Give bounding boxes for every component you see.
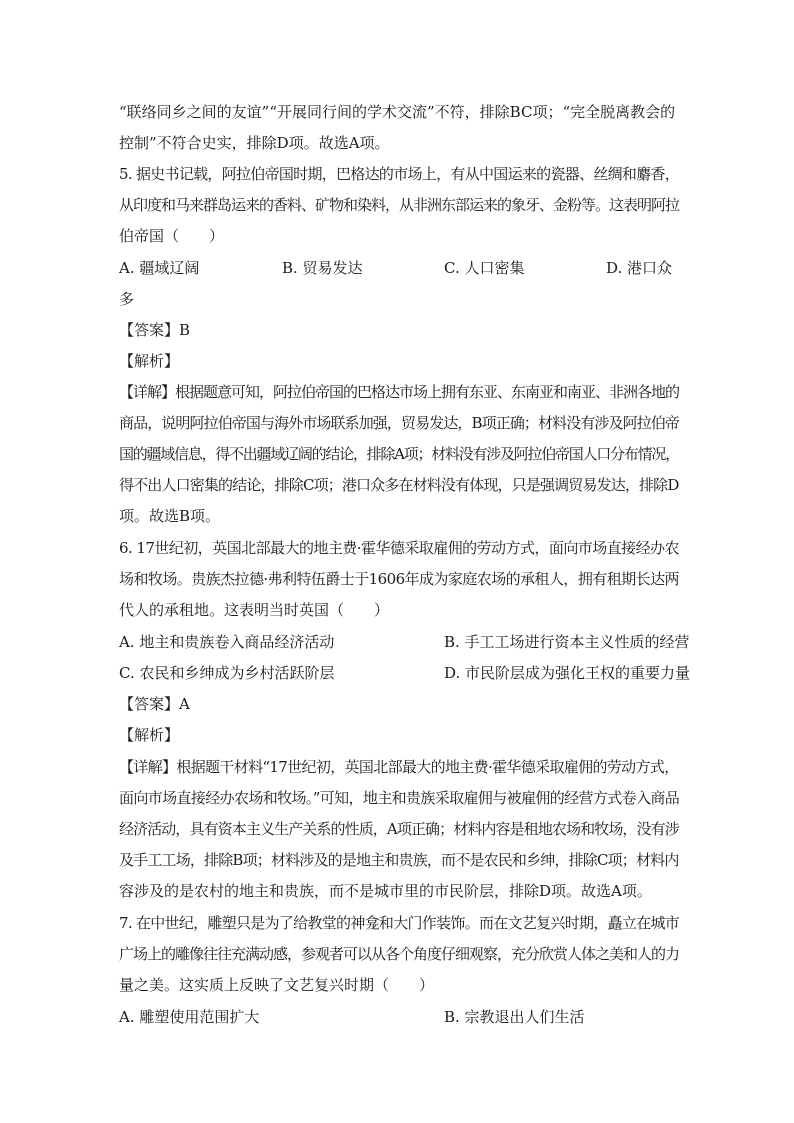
question-6-stem: 6. 17世纪初，英国北部最大的地主费·霍华德采取雇佣的劳动方式，面向市场直接经办农 [119, 539, 679, 557]
question-7-stem: 7. 在中世纪，雕塑只是为了给教堂的神龛和大门作装饰。而在文艺复兴时期，矗立在城市 [119, 914, 680, 932]
analysis-label: 【解析】 [119, 352, 180, 370]
explanation-line: 得不出人口密集的结论，排除C项；港口众多在材料没有体现，只是强调贸易发达，排除D [119, 476, 679, 494]
question-5-stem: 5. 据史书记载，阿拉伯帝国时期，巴格达的市场上，有从中国运来的瓷器、丝绸和麝香， [119, 165, 680, 183]
option-d: D. 市民阶层成为强化王权的重要力量 [444, 664, 691, 682]
answer-label: 【答案】B [119, 321, 191, 339]
explanation-line: 【详解】根据题意可知，阿拉伯帝国的巴格达市场上拥有东亚、东南亚和南亚、非洲各地的 [119, 383, 680, 401]
option-c: C. 农民和乡绅成为乡村活跃阶层 [119, 664, 335, 682]
text-line: 控制”不符合史实，排除D项。故选A项。 [119, 134, 390, 152]
explanation-line: 【详解】根据题干材料“17世纪初，英国北部最大的地主费·霍华德采取雇佣的劳动方式， [119, 758, 679, 776]
analysis-label: 【解析】 [119, 726, 180, 744]
explanation-line: 面向市场直接经办农场和牧场。”可知，地主和贵族采取雇佣与被雇佣的经营方式卷入商品 [119, 789, 680, 807]
question-7-stem: 量之美。这实质上反映了文艺复兴时期（ ） [119, 976, 435, 994]
answer-label: 【答案】A [119, 695, 190, 713]
option-a: A. 疆域辽阔 [119, 259, 200, 277]
explanation-line: 容涉及的是农村的地主和贵族，而不是城市里的市民阶层，排除D项。故选A项。 [119, 882, 652, 900]
question-6-stem: 代人的承租地。这表明当时英国（ ） [119, 601, 390, 619]
option-d: D. 港口众 [606, 259, 673, 277]
explanation-line: 项。故选B项。 [119, 507, 221, 525]
option-a: A. 地主和贵族卷入商品经济活动 [119, 633, 335, 651]
question-6-stem: 场和牧场。贵族杰拉德·弗利特伍爵士于1606年成为家庭农场的承租人，拥有租期长达两 [119, 570, 679, 588]
question-5-stem: 伯帝国（ ） [119, 227, 225, 245]
explanation-line: 经济活动，具有资本主义生产关系的性质，A项正确；材料内容是租地农场和牧场，没有涉 [119, 820, 679, 838]
explanation-line: 及手工工场，排除B项；材料涉及的是地主和贵族，而不是农民和乡绅，排除C项；材料内 [119, 851, 679, 869]
option-a: A. 雕塑使用范围扩大 [119, 1008, 260, 1026]
option-b: B. 贸易发达 [282, 259, 363, 277]
question-7-stem: 广场上的雕像往往充满动感，参观者可以从各个角度仔细观察，充分欣赏人体之美和人的力 [119, 945, 680, 963]
question-5-stem: 从印度和马来群岛运来的香料、矿物和染料，从非洲东部运来的象牙、金粉等。这表明阿拉 [119, 196, 680, 214]
explanation-line: 国的疆域信息，得不出疆域辽阔的结论，排除A项；材料没有涉及阿拉伯帝国人口分布情况， [119, 445, 679, 463]
explanation-line: 商品，说明阿拉伯帝国与海外市场联系加强，贸易发达，B项正确；材料没有涉及阿拉伯帝 [119, 414, 680, 432]
option-b: B. 手工工场进行资本主义性质的经营 [444, 633, 690, 651]
option-d-wrap: 多 [119, 290, 135, 308]
option-b: B. 宗教退出人们生活 [444, 1008, 585, 1026]
option-c: C. 人口密集 [444, 259, 525, 277]
text-line: “联络同乡之间的友谊”“开展同行间的学术交流”不符，排除BC项；“完全脱离教会的 [119, 103, 676, 121]
